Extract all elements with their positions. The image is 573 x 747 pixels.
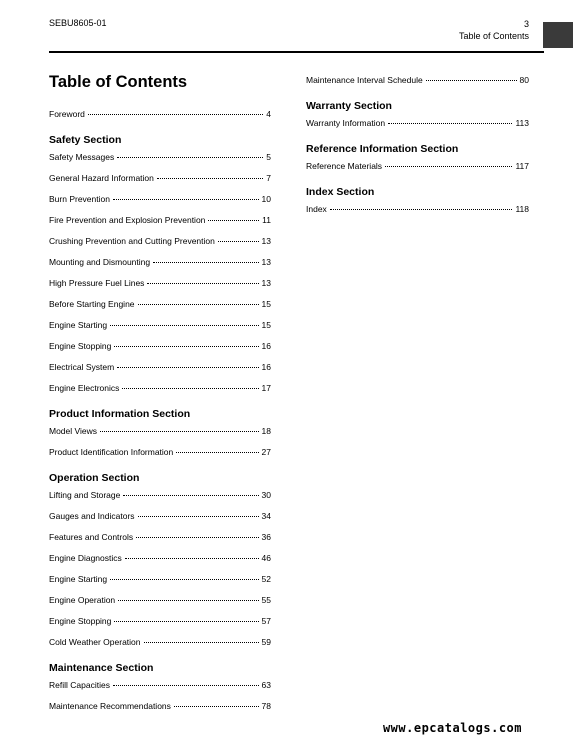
running-title: Table of Contents bbox=[458, 31, 529, 41]
toc-entry[interactable] bbox=[49, 552, 271, 573]
toc-entry[interactable] bbox=[49, 151, 271, 172]
toc-entry[interactable] bbox=[49, 256, 271, 277]
toc-entry-page: 46 bbox=[261, 553, 271, 563]
toc-entry-title: Safety Messages bbox=[49, 152, 115, 162]
page-title: Table of Contents bbox=[49, 73, 188, 91]
toc-entry-title: Warranty Information bbox=[306, 118, 386, 128]
toc-entry[interactable] bbox=[49, 615, 271, 636]
toc-entry-title: Engine Starting bbox=[49, 574, 108, 584]
toc-entry-title: Product Identification Information bbox=[49, 447, 174, 457]
toc-entry[interactable] bbox=[49, 636, 271, 657]
toc-entry-title: Cold Weather Operation bbox=[49, 637, 141, 647]
toc-entry-page: 15 bbox=[261, 299, 271, 309]
toc-leader-dots bbox=[138, 304, 259, 305]
toc-entry-page: 118 bbox=[515, 204, 529, 214]
toc-entry-title: Crushing Prevention and Cutting Prevention bbox=[49, 236, 215, 246]
toc-left-column bbox=[49, 72, 271, 721]
toc-entry[interactable] bbox=[306, 117, 529, 138]
toc-leader-dots bbox=[114, 621, 258, 622]
toc-entry-title: Foreword bbox=[49, 109, 85, 119]
toc-leader-dots bbox=[144, 642, 259, 643]
page-header-right bbox=[459, 18, 529, 42]
watermark-url: www.epcatalogs.com bbox=[382, 721, 522, 735]
toc-entry[interactable] bbox=[49, 277, 271, 298]
toc-leader-dots bbox=[157, 178, 263, 179]
toc-entry-page: 15 bbox=[261, 320, 271, 330]
toc-leader-dots bbox=[122, 388, 258, 389]
toc-entry[interactable] bbox=[49, 235, 271, 256]
toc-leader-dots bbox=[218, 241, 259, 242]
toc-entry[interactable] bbox=[49, 425, 271, 446]
toc-leader-dots bbox=[110, 325, 258, 326]
toc-leader-dots bbox=[330, 209, 513, 210]
toc-entry-page: 11 bbox=[262, 215, 271, 225]
toc-entry-title: High Pressure Fuel Lines bbox=[49, 278, 145, 288]
toc-entry-page: 13 bbox=[261, 278, 271, 288]
toc-leader-dots bbox=[176, 452, 258, 453]
section-heading-safety: Safety Section bbox=[49, 134, 122, 146]
toc-entry-page: 113 bbox=[515, 118, 529, 128]
toc-entry-title: Burn Prevention bbox=[49, 194, 110, 204]
toc-right-column bbox=[306, 72, 529, 224]
toc-entry-page: 13 bbox=[261, 257, 271, 267]
toc-entry[interactable] bbox=[49, 446, 271, 467]
toc-entry[interactable] bbox=[49, 214, 271, 235]
toc-entry-foreword[interactable] bbox=[49, 108, 271, 129]
toc-entry-page: 78 bbox=[261, 701, 271, 711]
toc-entry-page: 17 bbox=[261, 383, 271, 393]
toc-entry-title: Model Views bbox=[49, 426, 98, 436]
toc-leader-dots bbox=[125, 558, 259, 559]
page-number: 3 bbox=[523, 19, 529, 29]
toc-entry-title: Engine Electronics bbox=[49, 383, 120, 393]
toc-leader-dots bbox=[138, 516, 259, 517]
toc-entry[interactable] bbox=[49, 193, 271, 214]
toc-entry-title: Engine Stopping bbox=[49, 341, 112, 351]
toc-leader-dots bbox=[113, 685, 259, 686]
toc-entry[interactable] bbox=[49, 594, 271, 615]
toc-leader-dots bbox=[118, 600, 258, 601]
toc-entry[interactable] bbox=[49, 489, 271, 510]
toc-leader-dots bbox=[113, 199, 259, 200]
toc-entry[interactable] bbox=[49, 510, 271, 531]
toc-entry[interactable] bbox=[49, 361, 271, 382]
toc-entry-page: 52 bbox=[261, 574, 271, 584]
toc-leader-dots bbox=[208, 220, 259, 221]
toc-entry-title: Electrical System bbox=[49, 362, 115, 372]
section-thumb-tab bbox=[543, 22, 573, 48]
toc-entry-title: Gauges and Indicators bbox=[49, 511, 135, 521]
toc-entry-page: 4 bbox=[266, 109, 271, 119]
toc-entry-page: 7 bbox=[266, 173, 271, 183]
toc-leader-dots bbox=[174, 706, 259, 707]
section-heading-operation: Operation Section bbox=[49, 472, 140, 484]
document-id: SEBU8605-01 bbox=[49, 18, 107, 28]
toc-entry[interactable] bbox=[49, 319, 271, 340]
toc-entry-title: Engine Starting bbox=[49, 320, 108, 330]
toc-leader-dots bbox=[385, 166, 512, 167]
toc-entry[interactable] bbox=[49, 531, 271, 552]
toc-leader-dots bbox=[147, 283, 258, 284]
toc-entry[interactable] bbox=[306, 74, 529, 95]
toc-leader-dots bbox=[426, 80, 517, 81]
toc-entry[interactable] bbox=[49, 700, 271, 721]
toc-entry-title: Maintenance Interval Schedule bbox=[306, 75, 423, 85]
toc-entry-title: Lifting and Storage bbox=[49, 490, 121, 500]
toc-entry[interactable] bbox=[306, 203, 529, 224]
toc-leader-dots bbox=[117, 367, 258, 368]
toc-entry-page: 63 bbox=[261, 680, 271, 690]
toc-entry-page: 30 bbox=[261, 490, 271, 500]
toc-entry-page: 117 bbox=[515, 161, 529, 171]
toc-entry-page: 13 bbox=[261, 236, 271, 246]
toc-entry-title: Refill Capacities bbox=[49, 680, 110, 690]
toc-entry-title: Engine Diagnostics bbox=[49, 553, 122, 563]
toc-entry-page: 16 bbox=[261, 341, 271, 351]
toc-entry-title: Before Starting Engine bbox=[49, 299, 135, 309]
section-heading-index: Index Section bbox=[306, 186, 375, 198]
toc-entry-title: Fire Prevention and Explosion Prevention bbox=[49, 215, 206, 225]
toc-entry-page: 80 bbox=[519, 75, 529, 85]
toc-entry-title: Maintenance Recommendations bbox=[49, 701, 171, 711]
toc-entry-page: 18 bbox=[261, 426, 271, 436]
toc-entry-page: 36 bbox=[261, 532, 271, 542]
toc-leader-dots bbox=[153, 262, 258, 263]
header-rule bbox=[49, 51, 544, 53]
toc-entry-title: Mounting and Dismounting bbox=[49, 257, 151, 267]
section-heading-reference: Reference Information Section bbox=[306, 143, 459, 155]
toc-entry-page: 27 bbox=[261, 447, 271, 457]
toc-leader-dots bbox=[123, 495, 258, 496]
toc-leader-dots bbox=[100, 431, 258, 432]
toc-entry-page: 55 bbox=[261, 595, 271, 605]
toc-leader-dots bbox=[388, 123, 512, 124]
toc-entry[interactable] bbox=[49, 679, 271, 700]
toc-leader-dots bbox=[114, 346, 258, 347]
toc-entry[interactable] bbox=[49, 340, 271, 361]
toc-entry[interactable] bbox=[49, 298, 271, 319]
toc-entry-page: 34 bbox=[261, 511, 271, 521]
toc-entry-title: Reference Materials bbox=[306, 161, 383, 171]
toc-leader-dots bbox=[110, 579, 258, 580]
toc-entry-page: 59 bbox=[261, 637, 271, 647]
toc-entry[interactable] bbox=[49, 382, 271, 403]
toc-leader-dots bbox=[88, 114, 263, 115]
toc-entry[interactable] bbox=[306, 160, 529, 181]
toc-entry-title: General Hazard Information bbox=[49, 173, 154, 183]
section-heading-warranty: Warranty Section bbox=[306, 100, 392, 112]
section-heading-product-information: Product Information Section bbox=[49, 408, 191, 420]
toc-entry-page: 10 bbox=[261, 194, 271, 204]
section-heading-maintenance: Maintenance Section bbox=[49, 662, 154, 674]
toc-entry-page: 57 bbox=[261, 616, 271, 626]
toc-leader-dots bbox=[117, 157, 263, 158]
toc-entry-title: Features and Controls bbox=[49, 532, 134, 542]
toc-entry[interactable] bbox=[49, 172, 271, 193]
toc-entry[interactable] bbox=[49, 573, 271, 594]
toc-entry-title: Index bbox=[306, 204, 327, 214]
toc-leader-dots bbox=[136, 537, 258, 538]
toc-entry-page: 5 bbox=[266, 152, 271, 162]
toc-entry-title: Engine Stopping bbox=[49, 616, 112, 626]
toc-entry-title: Engine Operation bbox=[49, 595, 116, 605]
toc-entry-page: 16 bbox=[261, 362, 271, 372]
